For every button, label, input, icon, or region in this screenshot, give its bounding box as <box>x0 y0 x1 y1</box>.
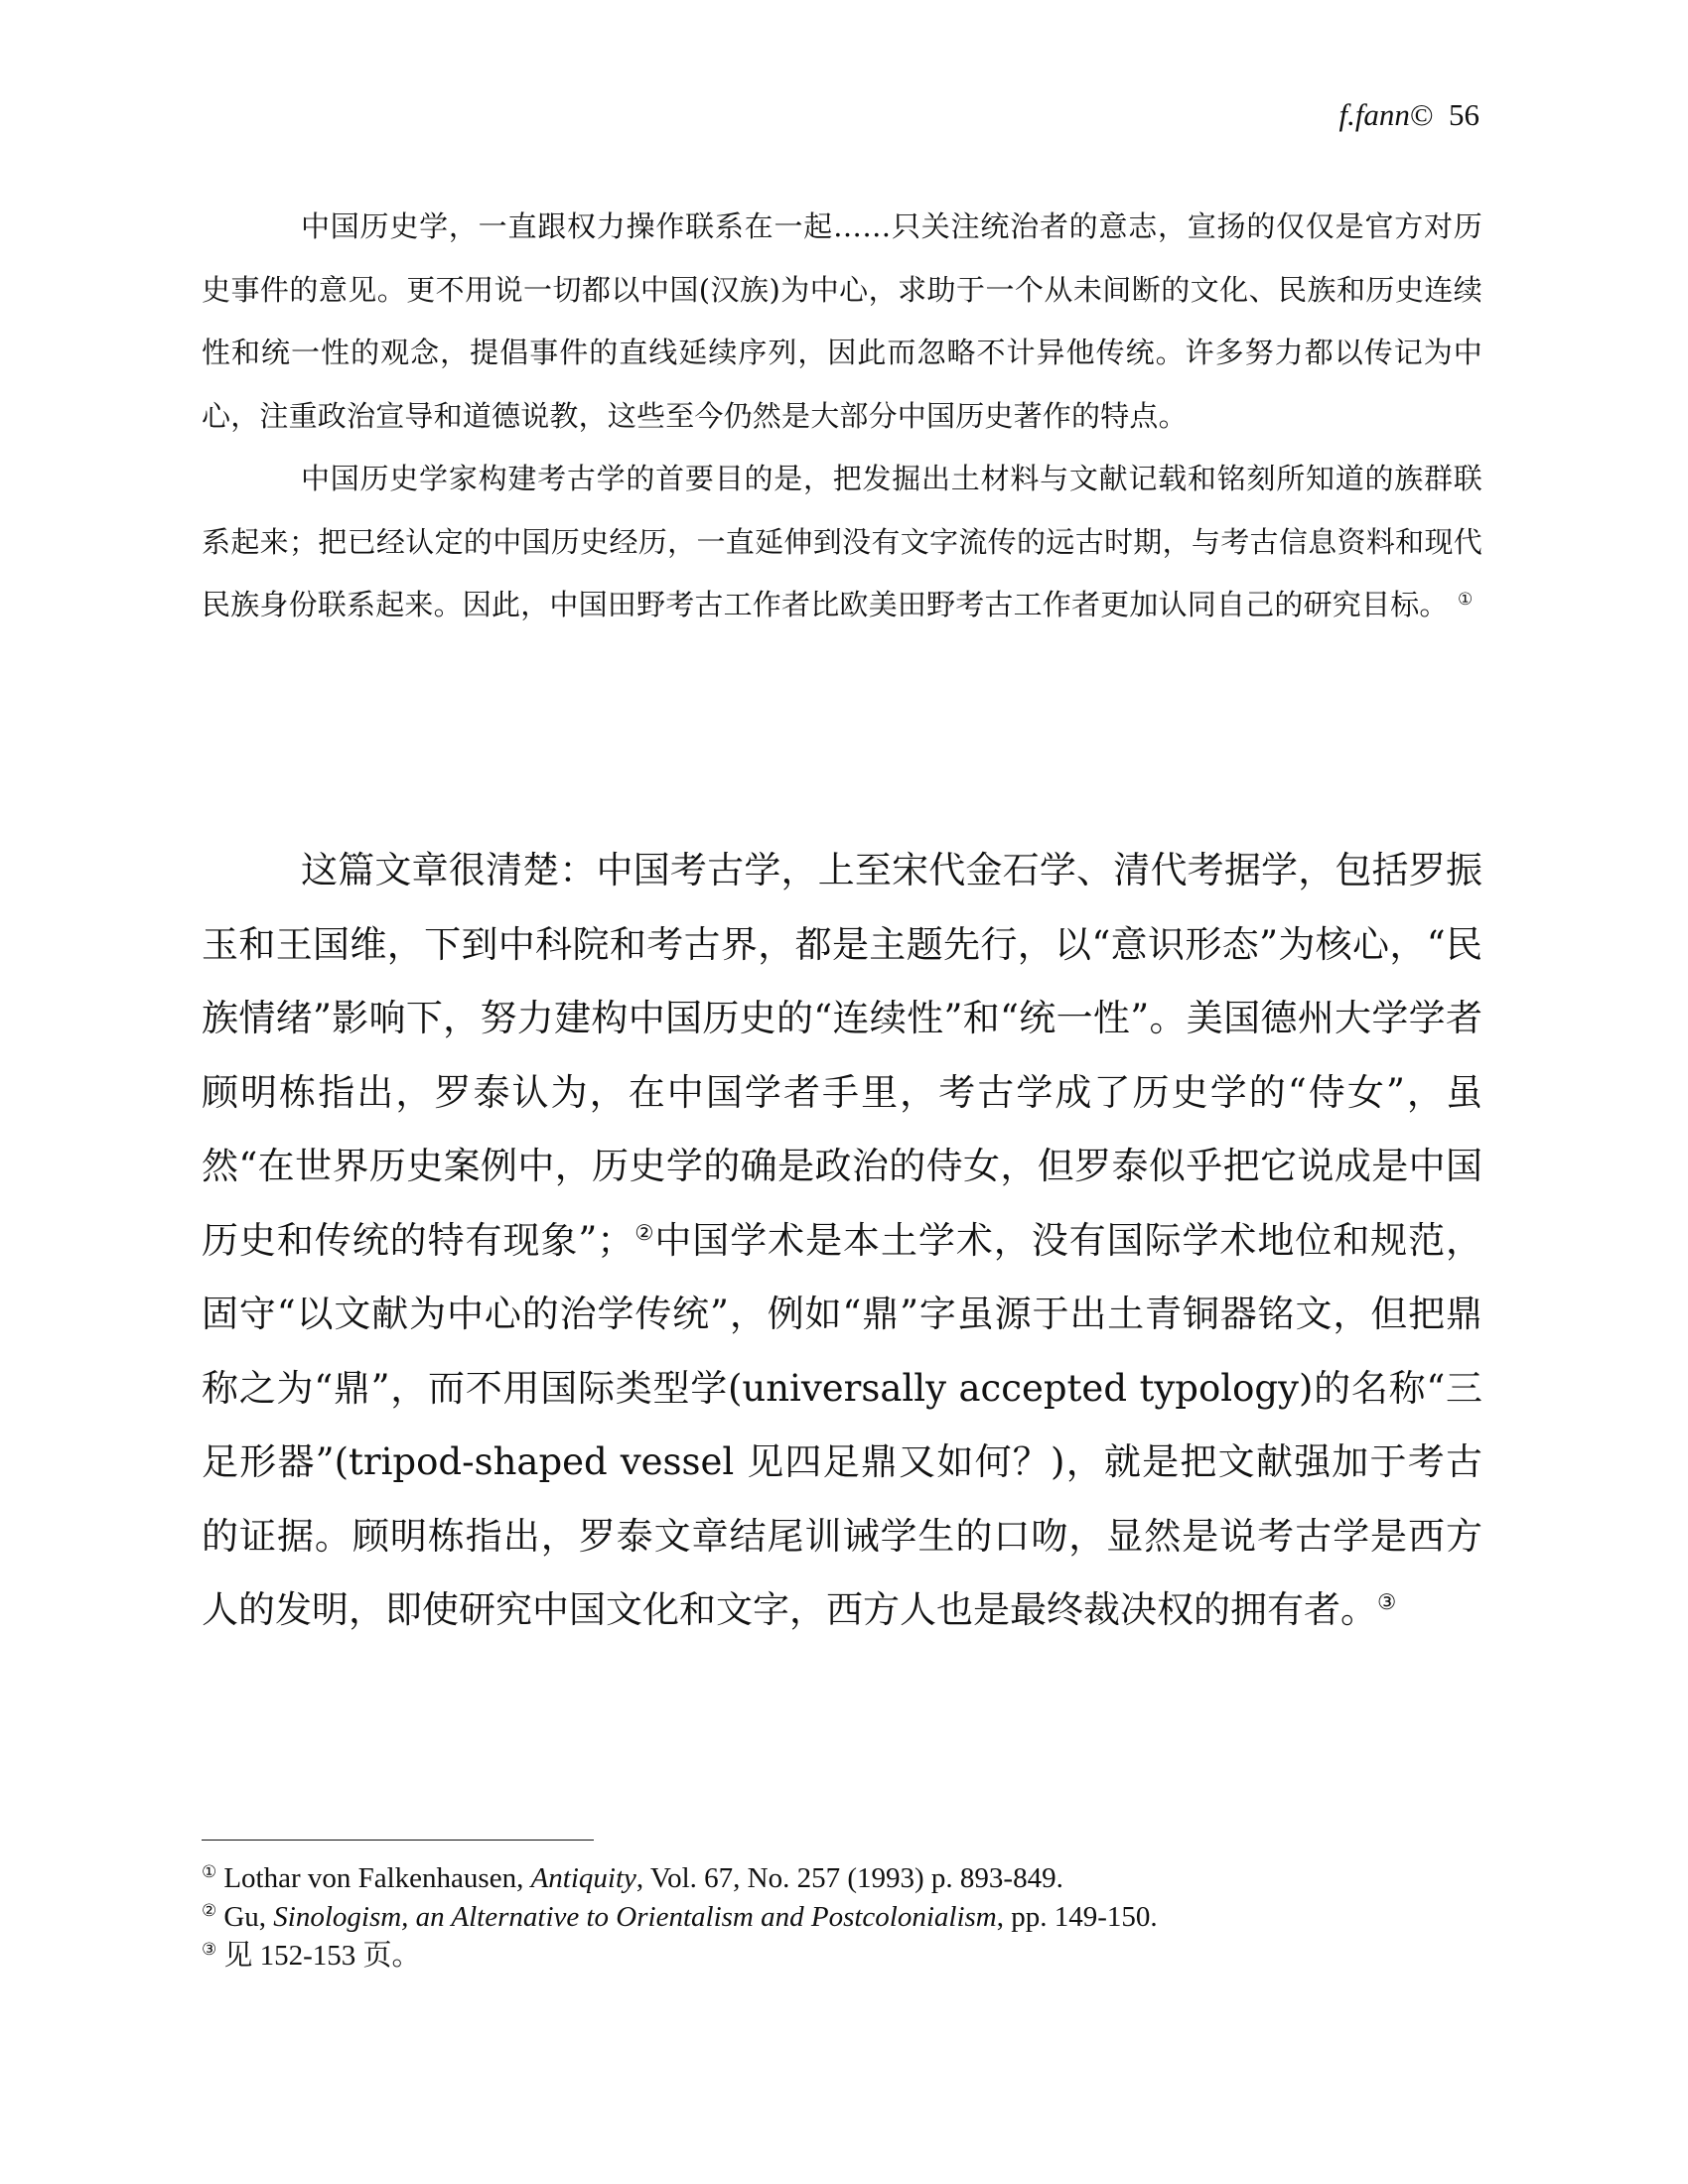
footnote-ref-3[interactable]: ③ <box>1377 1590 1397 1616</box>
page-number: 56 <box>1449 97 1479 132</box>
footnote-ref-1[interactable]: ① <box>1458 588 1474 609</box>
footnote-mark: ③ <box>202 1939 217 1959</box>
body-text-part-2: 中国学术是本土学术，没有国际学术地位和规范，固守“以文献为中心的治学传统”，例如“鼎”字虽源于出土青铜器铭文，但把鼎称之为“鼎”，而不用国际类型学(universally accepted typology)的名称“三足形器”(tripod-shaped vessel 见四足鼎又如何？)，就是把文献强加于考古的证据。顾明栋指出，罗泰文章结尾训诫学生的口吻，显然是说考古学是西方人的发明，即使研究中国文化和文字，西方人也是最终裁决权的拥有者。 <box>202 1218 1483 1631</box>
footnote-mark: ① <box>202 1861 217 1881</box>
footnote-ref-2[interactable]: ② <box>633 1220 655 1246</box>
header-author: f.fann <box>1338 97 1410 132</box>
footnotes <box>202 1859 1482 1976</box>
footnote-text: Gu, <box>223 1901 274 1933</box>
footnote-separator <box>202 1840 594 1841</box>
page-header <box>1338 97 1479 133</box>
footnote-1 <box>202 1859 1482 1898</box>
footnote-text: 见 152-153 页。 <box>223 1940 421 1972</box>
copyright-symbol: © <box>1409 97 1434 132</box>
footnote-title: Sinologism, an Alternative to Orientalism and Postcolonialism <box>273 1901 997 1933</box>
quote-paragraph-2 <box>202 448 1482 637</box>
main-text <box>202 834 1482 1648</box>
footnote-text: Lothar von Falkenhausen, <box>223 1862 531 1894</box>
footnote-3 <box>202 1937 1482 1976</box>
footnote-2 <box>202 1898 1482 1937</box>
body-paragraph <box>202 834 1482 1648</box>
footnote-text: , pp. 149-150. <box>996 1901 1158 1933</box>
quote-paragraph-1: 中国历史学，一直跟权力操作联系在一起……只关注统治者的意志，宣扬的仅仅是官方对历史事件的意见。更不用说一切都以中国(汉族)为中心，求助于一个从未间断的文化、民族和历史连续性和统一性的观念，提倡事件的直线延续序列，因此而忽略不计异他传统。许多努力都以传记为中心，注重政治宣导和道德说教，这些至今仍然是大部分中国历史著作的特点。 <box>202 209 1482 433</box>
quote-paragraph-2-text: 中国历史学家构建考古学的首要目的是，把发掘出土材料与文献记载和铭刻所知道的族群联系起来；把已经认定的中国历史经历，一直延伸到没有文字流传的远古时期，与考古信息资料和现代民族身份联系起来。因此，中国田野考古工作者比欧美田野考古工作者更加认同自己的研究目标。 <box>202 462 1482 621</box>
footnote-title: Antiquity <box>530 1862 636 1894</box>
body-text-part-1: 这篇文章很清楚：中国考古学，上至宋代金石学、清代考据学，包括罗振玉和王国维，下到中科院和考古界，都是主题先行，以“意识形态”为核心，“民族情绪”影响下，努力建构中国历史的“连续性”和“统一性”。美国德州大学学者顾明栋指出，罗泰认为，在中国学者手里，考古学成了历史学的“侍女”，虽然“在世界历史案例中，历史学的确是政治的侍女，但罗泰似乎把它说成是中国历史和传统的特有现象”； <box>202 849 1482 1262</box>
footnote-text: , Vol. 67, No. 257 (1993) p. 893-849. <box>635 1862 1063 1894</box>
footnote-mark: ② <box>202 1900 217 1920</box>
block-quote <box>202 196 1482 637</box>
